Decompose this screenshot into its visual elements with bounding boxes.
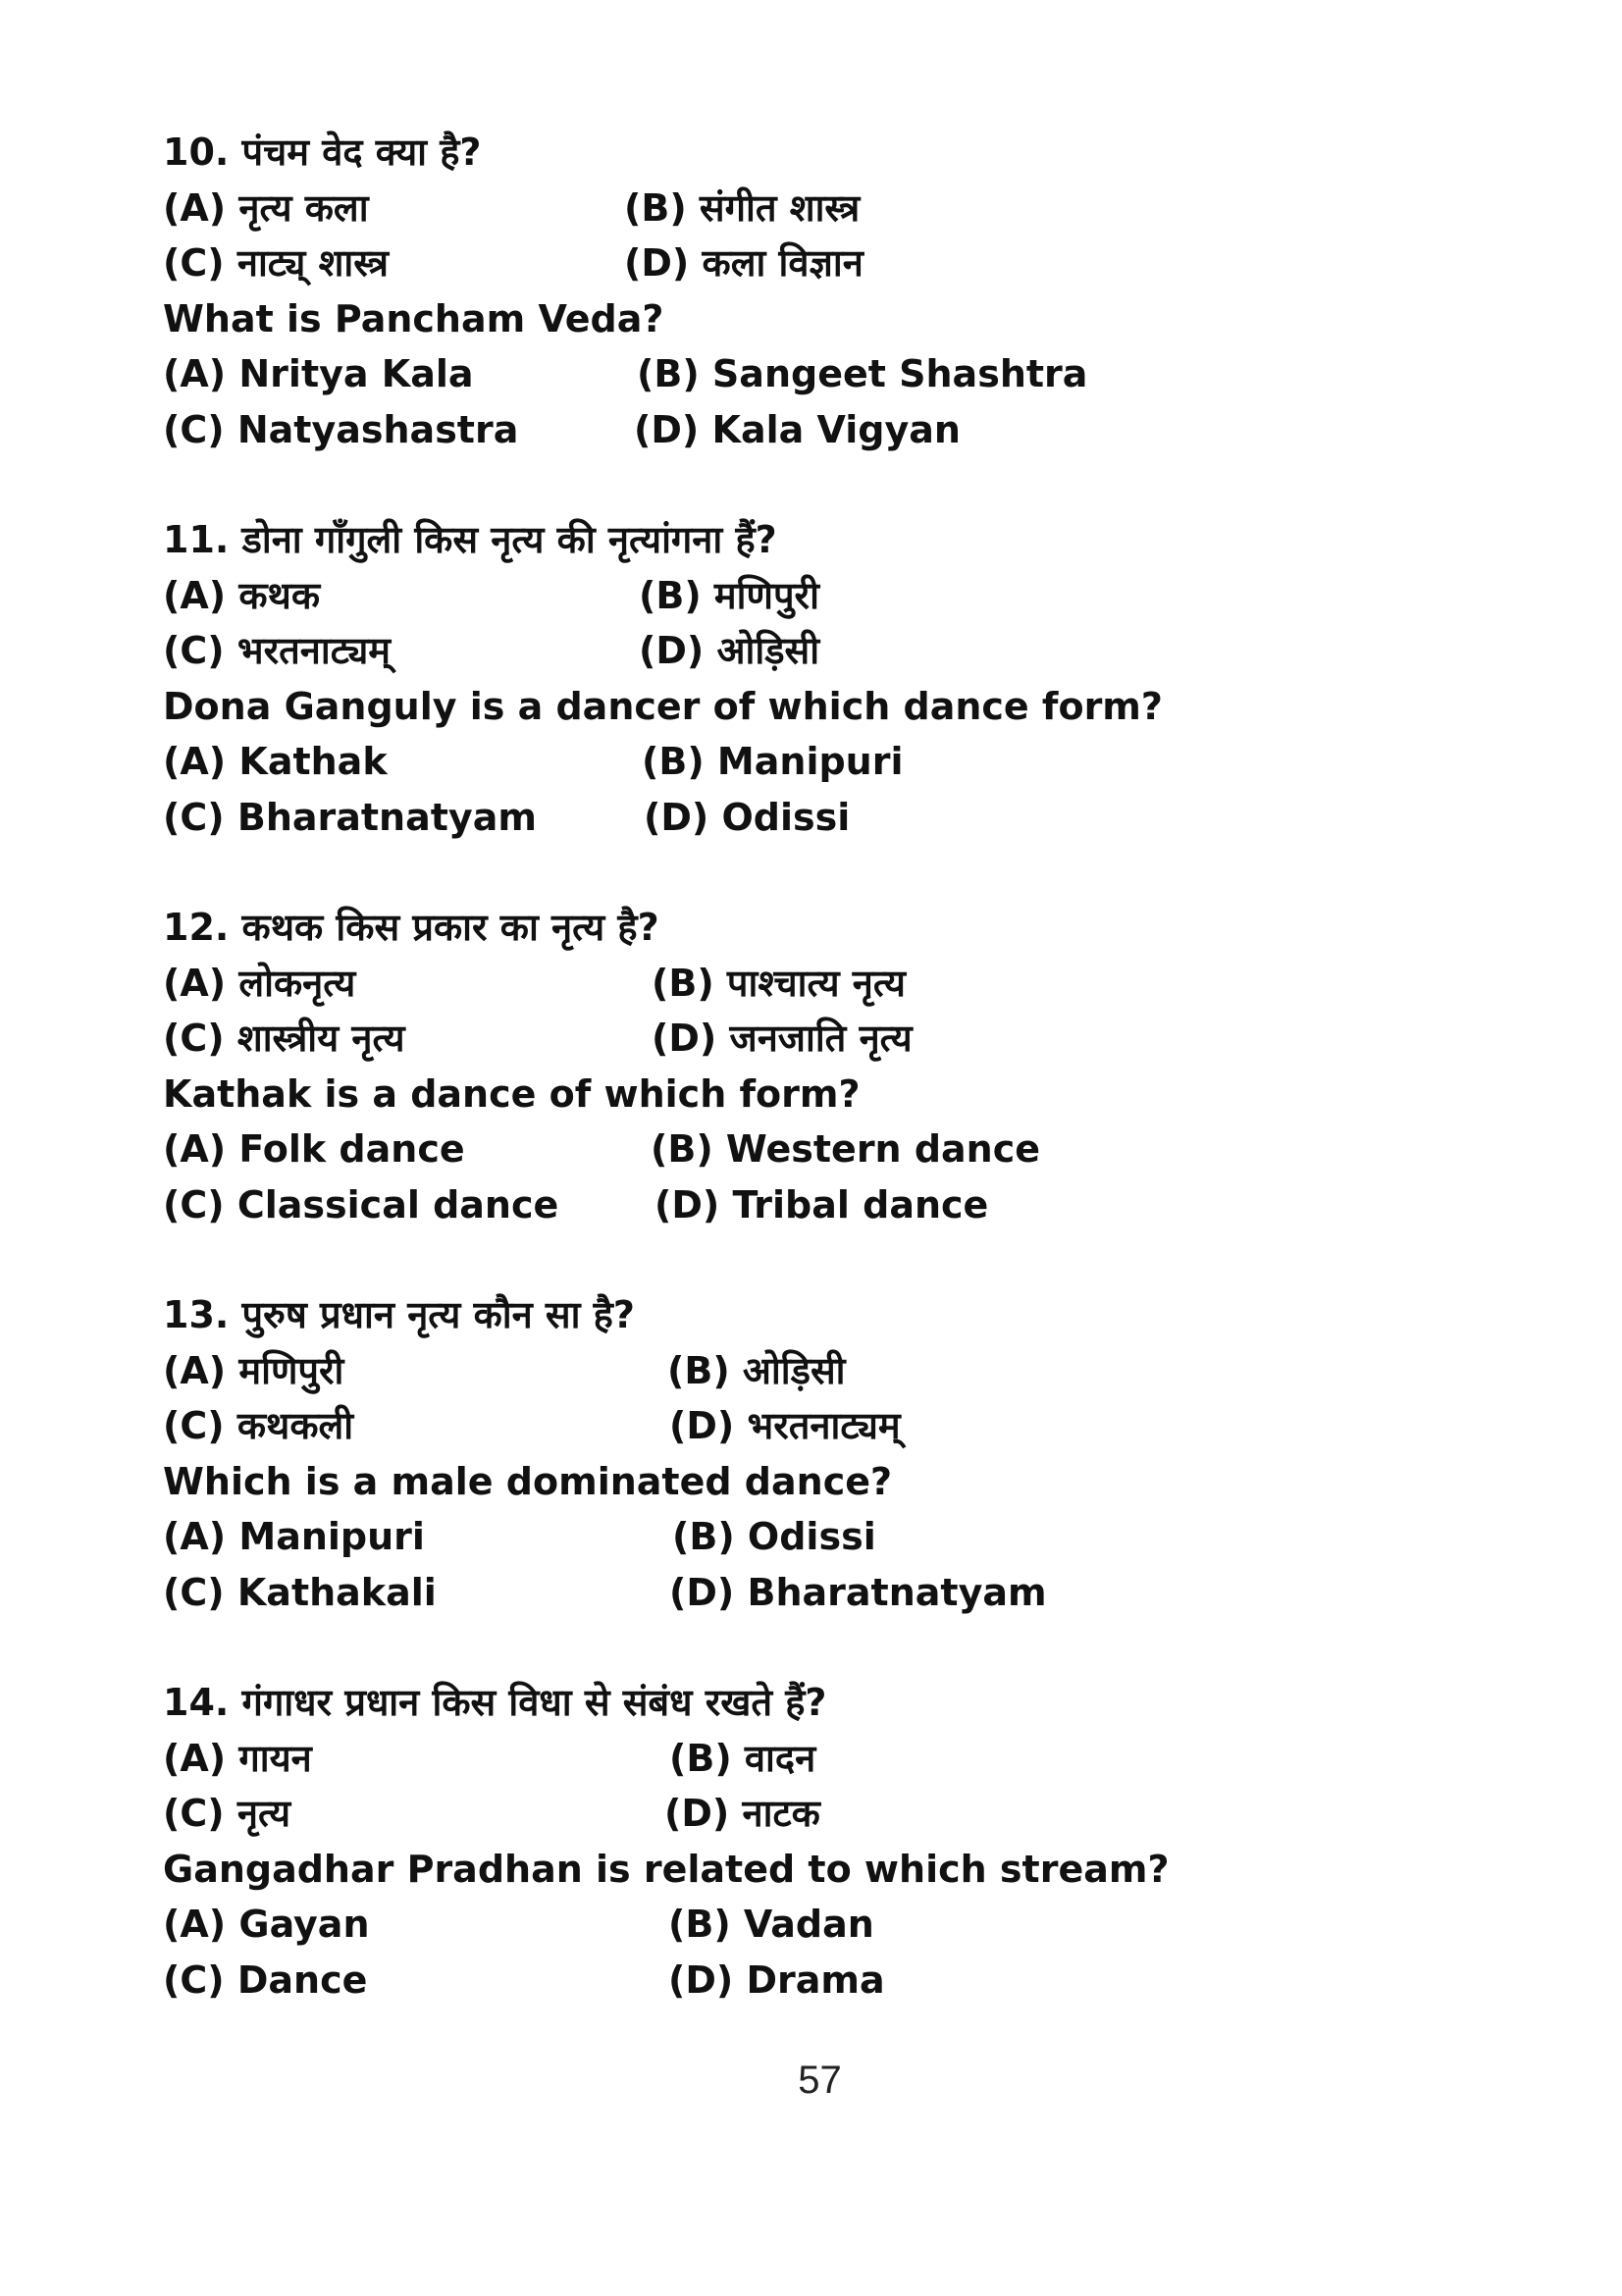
options-row-hindi-cd [163,623,1439,679]
option-d-english: (D) Kala Vigyan [634,407,961,451]
options-row-hindi-ab [163,568,1439,624]
option-b-hindi: (B) पाश्चात्य नृत्य [652,961,906,1005]
page-number: 57 [798,2059,842,2102]
options-row-english-cd [163,1565,1439,1621]
options-row-english-cd [163,790,1439,846]
options-row-english-ab [163,1509,1439,1565]
option-d-hindi: (D) जनजाति नृत्य [652,1017,913,1060]
option-b-english: (B) Sangeet Shashtra [637,352,1088,395]
options-row-english-cd [163,402,1439,458]
option-c-english: (C) Kathakali [163,1570,437,1614]
options-row-hindi-ab [163,1731,1439,1787]
question-hindi: 11. डोना गाँगुली किस नृत्य की नृत्यांगना हैं? [163,518,777,561]
option-b-hindi: (B) मणिपुरी [639,573,819,617]
options-row-hindi-ab [163,956,1439,1012]
options-row-english-ab [163,346,1439,402]
question-english: What is Pancham Veda? [163,296,664,340]
options-row-hindi-ab [163,181,1439,236]
option-b-english: (B) Manipuri [642,740,904,783]
option-a-english: (A) Folk dance [163,1127,465,1171]
option-a-hindi: (A) नृत्य कला [163,185,369,230]
option-d-english: (D) Bharatnatyam [669,1570,1047,1614]
question-10 [163,125,1439,457]
option-c-hindi: (C) शास्त्रीय नृत्य [163,1017,405,1060]
option-a-hindi: (A) कथक [163,573,321,617]
options-row-hindi-cd [163,1011,1439,1067]
question-14 [163,1675,1439,2008]
option-a-english: (A) Manipuri [163,1515,425,1558]
option-d-hindi: (D) कला विज्ञान [624,241,863,285]
option-c-english: (C) Dance [163,1957,368,2002]
question-13 [163,1287,1439,1620]
options-row-hindi-ab [163,1343,1439,1399]
question-english: Kathak is a dance of which form? [163,1071,861,1116]
options-row-english-ab [163,734,1439,790]
options-row-hindi-cd [163,1786,1439,1842]
option-b-hindi: (B) वादन [669,1736,816,1780]
option-c-english: (C) Classical dance [163,1182,559,1226]
question-english: Dona Ganguly is a dancer of which dance form? [163,684,1163,728]
options-row-hindi-cd [163,235,1439,291]
option-d-english: (D) Tribal dance [654,1182,989,1226]
option-d-hindi: (D) नाटक [664,1792,820,1835]
options-row-hindi-cd [163,1398,1439,1454]
option-c-english: (C) Natyashastra [163,407,519,451]
option-a-english: (A) Gayan [163,1903,370,1946]
question-12 [163,900,1439,1232]
question-hindi: 14. गंगाधर प्रधान किस विधा से संबंध रखते हैं? [163,1681,827,1724]
option-b-hindi: (B) संगीत शास्त्र [624,185,861,230]
option-a-hindi: (A) गायन [163,1736,312,1780]
option-a-hindi: (A) लोकनृत्य [163,961,356,1005]
option-c-hindi: (C) कथकली [163,1404,354,1447]
option-d-hindi: (D) भरतनाट्यम् [669,1404,901,1447]
question-11 [163,512,1439,845]
option-a-english: (A) Kathak [163,740,388,783]
option-d-english: (D) Odissi [644,795,851,839]
question-hindi: 10. पंचम वेद क्या है? [163,130,482,174]
question-hindi: 13. पुरुष प्रधान नृत्य कौन सा है? [163,1293,635,1336]
options-row-english-cd [163,1953,1439,2009]
question-english: Which is a male dominated dance? [163,1459,893,1503]
option-a-english: (A) Nritya Kala [163,352,474,395]
option-a-hindi: (A) मणिपुरी [163,1348,344,1392]
option-c-hindi: (C) नृत्य [163,1792,291,1835]
options-row-english-cd [163,1177,1439,1233]
option-b-english: (B) Odissi [672,1515,876,1558]
option-c-english: (C) Bharatnatyam [163,795,537,839]
options-row-english-ab [163,1897,1439,1953]
option-c-hindi: (C) भरतनाट्यम् [163,629,391,672]
option-b-hindi: (B) ओड़िसी [667,1348,846,1392]
options-row-english-ab [163,1122,1439,1177]
question-hindi: 12. कथक किस प्रकार का नृत्य है? [163,906,659,949]
option-d-english: (D) Drama [668,1957,885,2002]
option-d-hindi: (D) ओड़िसी [639,629,820,672]
option-b-english: (B) Vadan [668,1903,874,1946]
question-english: Gangadhar Pradhan is related to which stream? [163,1847,1170,1891]
option-b-english: (B) Western dance [651,1127,1041,1171]
option-c-hindi: (C) नाट्य् शास्त्र [163,241,390,285]
